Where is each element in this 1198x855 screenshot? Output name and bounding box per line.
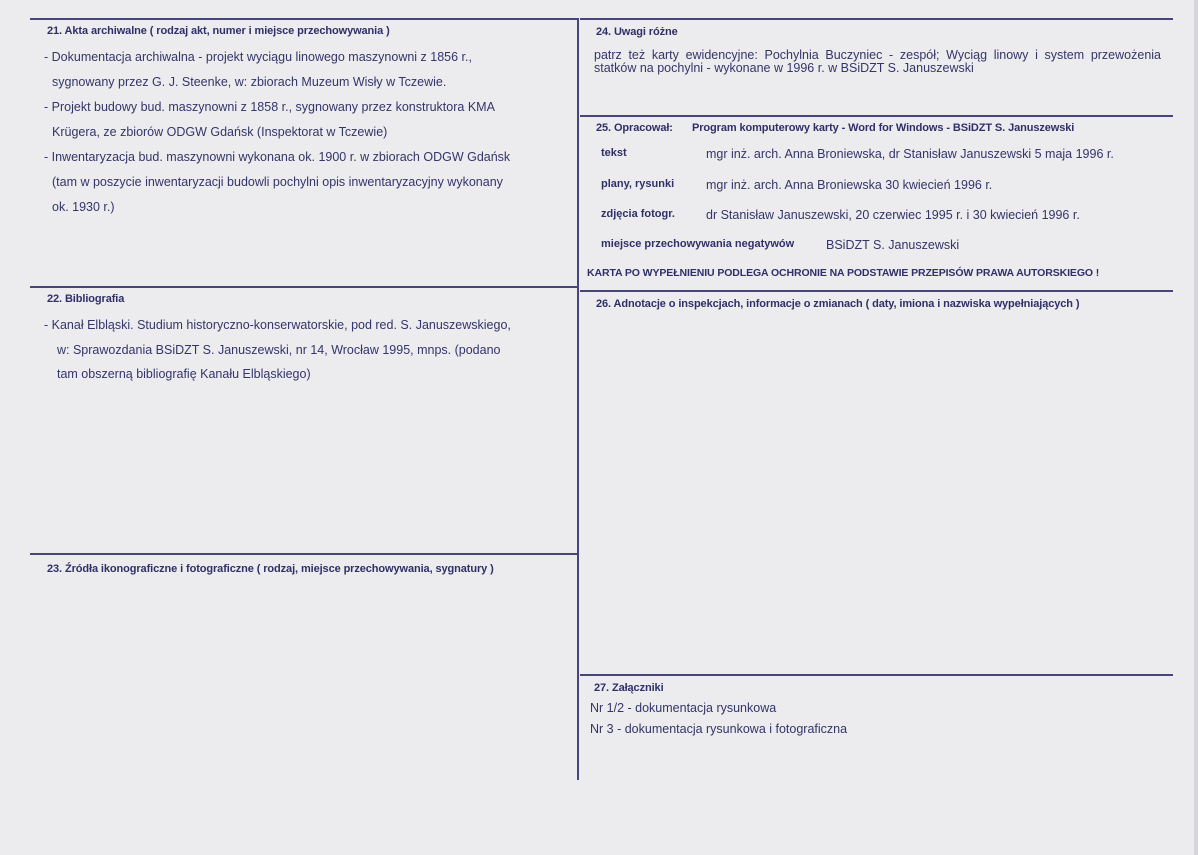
s21-line-2: sygnowany przez G. J. Steenke, w: zbiorach Muzeum Wisły w Tczewie.: [52, 75, 447, 89]
section-21-heading: 21. Akta archiwalne ( rodzaj akt, numer i miejsce przechowywania ): [47, 25, 390, 37]
s25-copyright-notice: KARTA PO WYPEŁNIENIU PODLEGA OCHRONIE NA PODSTAWIE PRZEPISÓW PRAWA AUTORSKIEGO !: [587, 267, 1100, 279]
s22-line-1: - Kanał Elbląski. Studium historyczno-konserwatorskie, pod red. S. Januszewskiego,: [44, 318, 511, 332]
section-25-heading: 25. Opracował:: [596, 122, 673, 134]
s25-label-tekst: tekst: [601, 147, 627, 159]
s22-line-3: tam obszerną bibliografię Kanału Elbląskiego): [57, 367, 311, 381]
section-22-heading: 22. Bibliografia: [47, 293, 125, 305]
section-26-heading: 26. Adnotacje o inspekcjach, informacje o zmianach ( daty, imiona i nazwiska wypełniających ): [596, 298, 1080, 310]
rule-below-22: [30, 553, 578, 555]
s25-label-zdjecia: zdjęcia fotogr.: [601, 208, 675, 220]
s22-line-2: w: Sprawozdania BSiDZT S. Januszewski, nr 14, Wrocław 1995, mnps. (podano: [57, 343, 501, 357]
s27-line-1: Nr 1/2 - dokumentacja rysunkowa: [590, 701, 777, 715]
rule-below-26: [580, 674, 1173, 676]
s25-value-zdjecia: dr Stanisław Januszewski, 20 czerwiec 1995 r. i 30 kwiecień 1996 r.: [706, 208, 1080, 222]
s21-line-6: (tam w poszycie inwentaryzacji budowli pochylni opis inwentaryzacyjny wykonany: [52, 175, 503, 189]
s21-line-7: ok. 1930 r.): [52, 200, 115, 214]
rule-below-25: [580, 290, 1173, 292]
s25-value-negatives: BSiDZT S. Januszewski: [826, 238, 960, 252]
section-23-heading: 23. Źródła ikonograficzne i fotograficzne ( rodzaj, miejsce przechowywania, sygnatury ): [47, 563, 494, 575]
s27-line-2: Nr 3 - dokumentacja rysunkowa i fotograficzna: [590, 722, 848, 736]
s21-line-1: - Dokumentacja archiwalna - projekt wyciągu linowego maszynowni z 1856 r.,: [44, 50, 472, 64]
rule-below-21: [30, 286, 578, 288]
s21-line-3: - Projekt budowy bud. maszynowni z 1858 r., sygnowany przez konstruktora KMA: [44, 100, 495, 114]
section-24-heading: 24. Uwagi różne: [596, 26, 678, 38]
s24-text: patrz też karty ewidencyjne: Pochylnia Buczyniec - zespół; Wyciąg linowy i system przewożenia statków na pochylni - wykonane w 1996 r. w BSiDZT S. Januszewski: [594, 48, 1161, 75]
s25-value-tekst: mgr inż. arch. Anna Broniewska, dr Stanisław Januszewski 5 maja 1996 r.: [706, 147, 1114, 161]
card-edge: [1194, 0, 1198, 855]
s21-line-5: - Inwentaryzacja bud. maszynowni wykonana ok. 1900 r. w zbiorach ODGW Gdańsk: [44, 150, 511, 164]
s25-label-negatives: miejsce przechowywania negatywów: [601, 238, 795, 250]
rule-below-24: [580, 115, 1173, 117]
top-rule-right: [580, 18, 1173, 20]
top-rule-left: [30, 18, 578, 20]
s25-label-plany: plany, rysunki: [601, 178, 675, 190]
s25-program: Program komputerowy karty - Word for Windows - BSiDZT S. Januszewski: [692, 122, 1075, 134]
center-divider: [577, 18, 579, 780]
s25-value-plany: mgr inż. arch. Anna Broniewska 30 kwiecień 1996 r.: [706, 178, 993, 192]
section-27-heading: 27. Załączniki: [594, 682, 664, 694]
s21-line-4: Krügera, ze zbiorów ODGW Gdańsk (Inspektorat w Tczewie): [52, 125, 388, 139]
